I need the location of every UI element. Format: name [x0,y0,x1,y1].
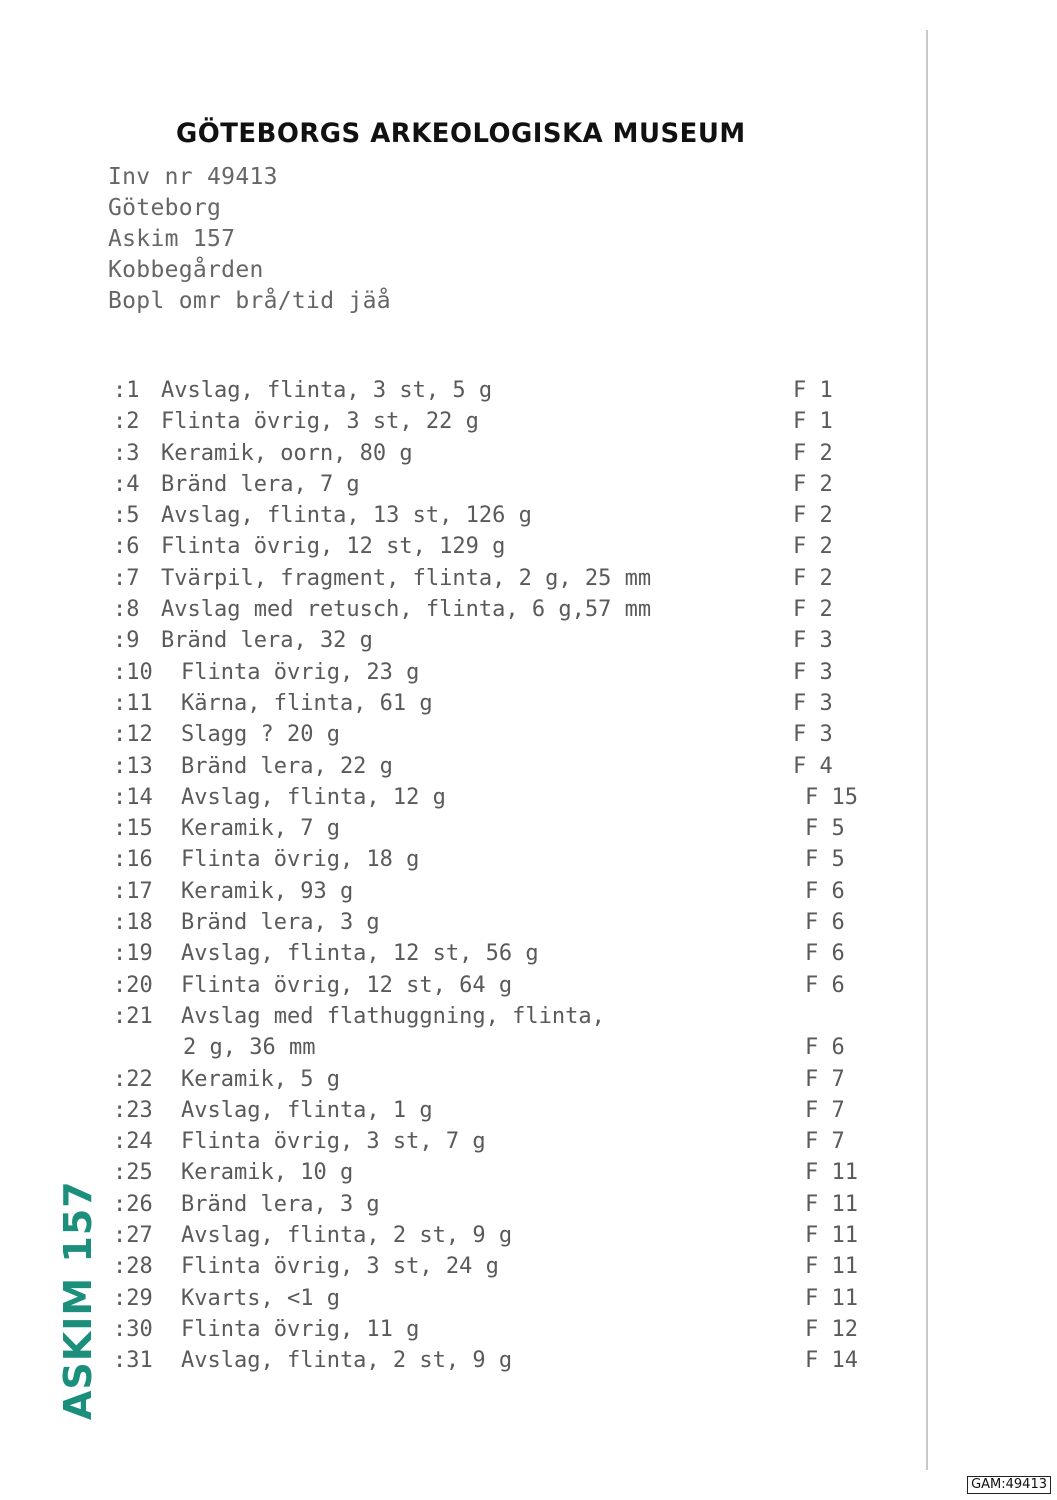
find-context: F 1 [793,409,833,435]
item-description: Bränd lera, 22 g [181,753,393,779]
list-item [113,435,873,466]
item-number: :20 [113,972,153,998]
list-item [113,1217,873,1248]
find-context: F 11 [805,1254,858,1280]
find-context: F 3 [793,659,833,685]
find-context: F 3 [793,722,833,748]
list-item [113,560,873,591]
list-item [113,1186,873,1217]
item-number: :10 [113,659,153,685]
item-number: :17 [113,878,153,904]
list-item [113,1280,873,1311]
find-context: F 2 [793,534,833,560]
item-description: Keramik, 10 g [181,1160,354,1186]
list-item [113,935,873,966]
item-description: 2 g, 36 mm [183,1035,316,1061]
item-number: :7 [113,565,140,591]
item-number: :28 [113,1254,153,1280]
item-description: Flinta övrig, 3 st, 7 g [181,1129,486,1155]
item-number: :19 [113,941,153,967]
item-number: :22 [113,1066,153,1092]
item-number: :25 [113,1160,153,1186]
find-context: F 2 [793,503,833,529]
item-number: :9 [113,628,140,654]
list-item [113,685,873,716]
item-description: Avslag, flinta, 2 st, 9 g [181,1223,513,1249]
list-item [113,1092,873,1123]
list-item [113,403,873,434]
item-description: Tvärpil, fragment, flinta, 2 g, 25 mm [161,565,652,591]
item-number: :3 [113,440,140,466]
parish-site: Askim 157 [108,226,236,252]
find-context: F 7 [805,1097,845,1123]
item-description: Flinta övrig, 18 g [181,847,420,873]
item-number: :21 [113,1003,153,1029]
item-number: :24 [113,1129,153,1155]
list-item [113,841,873,872]
card-edge [926,30,928,1470]
item-number: :4 [113,471,140,497]
item-number: :1 [113,378,140,403]
find-context: F 11 [805,1285,858,1311]
item-description: Keramik, 93 g [181,878,354,904]
item-number: :16 [113,847,153,873]
handwritten-note-text: ASKIM 157 [56,1180,100,1420]
list-item [113,967,873,998]
item-description: Keramik, oorn, 80 g [161,440,413,466]
list-item [113,372,873,403]
find-context: F 11 [805,1191,858,1217]
handwritten-note [48,1180,108,1425]
list-item [113,654,873,685]
find-context: F 5 [805,847,845,873]
item-number: :6 [113,534,140,560]
item-description: Flinta övrig, 23 g [181,659,420,685]
list-item [113,748,873,779]
item-description: Avslag, flinta, 1 g [181,1097,433,1123]
item-description: Avslag med retusch, flinta, 6 g,57 mm [161,597,652,623]
list-item [113,1248,873,1279]
list-item [113,1154,873,1185]
item-number: :5 [113,503,140,529]
header-block [108,162,391,317]
item-description: Flinta övrig, 12 st, 64 g [181,972,513,998]
find-context: F 12 [805,1316,858,1342]
find-context: F 7 [805,1129,845,1155]
item-description: Bränd lera, 7 g [161,471,360,497]
item-number: :30 [113,1316,153,1342]
list-item [113,1029,873,1060]
item-description: Avslag, flinta, 13 st, 126 g [161,503,532,529]
find-context: F 7 [805,1066,845,1092]
item-description: Kärna, flinta, 61 g [181,690,433,716]
find-context: F 6 [805,1035,845,1061]
find-context: F 5 [805,816,845,842]
item-description: Avslag med flathuggning, flinta, [181,1003,605,1029]
item-number: :27 [113,1223,153,1249]
find-context: F 15 [805,784,858,810]
item-description: Keramik, 7 g [181,816,340,842]
item-description: Avslag, flinta, 12 g [181,784,446,810]
item-number: :8 [113,597,140,623]
municipality: Göteborg [108,195,222,221]
inventory-number: Inv nr 49413 [108,164,278,190]
item-number: :15 [113,816,153,842]
find-context: F 6 [805,878,845,904]
item-number: :13 [113,753,153,779]
list-item [113,716,873,747]
place-name: Kobbegården [108,257,264,283]
archive-stamp: GAM:49413 [967,1476,1051,1494]
item-description: Flinta övrig, 3 st, 22 g [161,409,479,435]
item-number: :31 [113,1348,153,1374]
find-context: F 2 [793,471,833,497]
item-number: :18 [113,910,153,936]
list-item [113,1061,873,1092]
list-item [113,528,873,559]
list-item [113,1123,873,1154]
item-description: Avslag, flinta, 12 st, 56 g [181,941,539,967]
list-item [113,904,873,935]
museum-title: GÖTEBORGS ARKEOLOGISKA MUSEUM [176,118,746,149]
find-context: F 6 [805,972,845,998]
find-context: F 3 [793,690,833,716]
item-list [113,372,873,1374]
item-description: Flinta övrig, 3 st, 24 g [181,1254,499,1280]
find-context: F 1 [793,378,833,403]
list-item [113,810,873,841]
item-description: Flinta övrig, 12 st, 129 g [161,534,506,560]
item-number: :11 [113,690,153,716]
find-context: F 6 [805,941,845,967]
item-number: :2 [113,409,140,435]
find-context: F 2 [793,565,833,591]
list-item [113,466,873,497]
list-item [113,1342,873,1373]
item-description: Avslag, flinta, 2 st, 9 g [181,1348,513,1374]
find-context: F 2 [793,440,833,466]
find-context: F 3 [793,628,833,654]
item-description: Flinta övrig, 11 g [181,1316,420,1342]
list-item [113,497,873,528]
list-item [113,779,873,810]
find-context: F 11 [805,1160,858,1186]
item-number: :12 [113,722,153,748]
item-description: Bränd lera, 3 g [181,1191,380,1217]
item-number: :14 [113,784,153,810]
find-context: F 4 [793,753,833,779]
find-context: F 6 [805,910,845,936]
site-type: Bopl omr brå/tid jäå [108,288,391,314]
item-description: Kvarts, <1 g [181,1285,340,1311]
list-item [113,591,873,622]
list-item [113,1311,873,1342]
item-description: Avslag, flinta, 3 st, 5 g [161,378,493,403]
item-description: Keramik, 5 g [181,1066,340,1092]
item-number: :26 [113,1191,153,1217]
list-item [113,622,873,653]
item-number: :29 [113,1285,153,1311]
find-context: F 2 [793,597,833,623]
item-description: Bränd lera, 3 g [181,910,380,936]
find-context: F 14 [805,1348,858,1374]
list-item [113,873,873,904]
item-description: Slagg ? 20 g [181,722,340,748]
item-description: Bränd lera, 32 g [161,628,373,654]
list-item [113,998,873,1029]
find-context: F 11 [805,1223,858,1249]
item-number: :23 [113,1097,153,1123]
